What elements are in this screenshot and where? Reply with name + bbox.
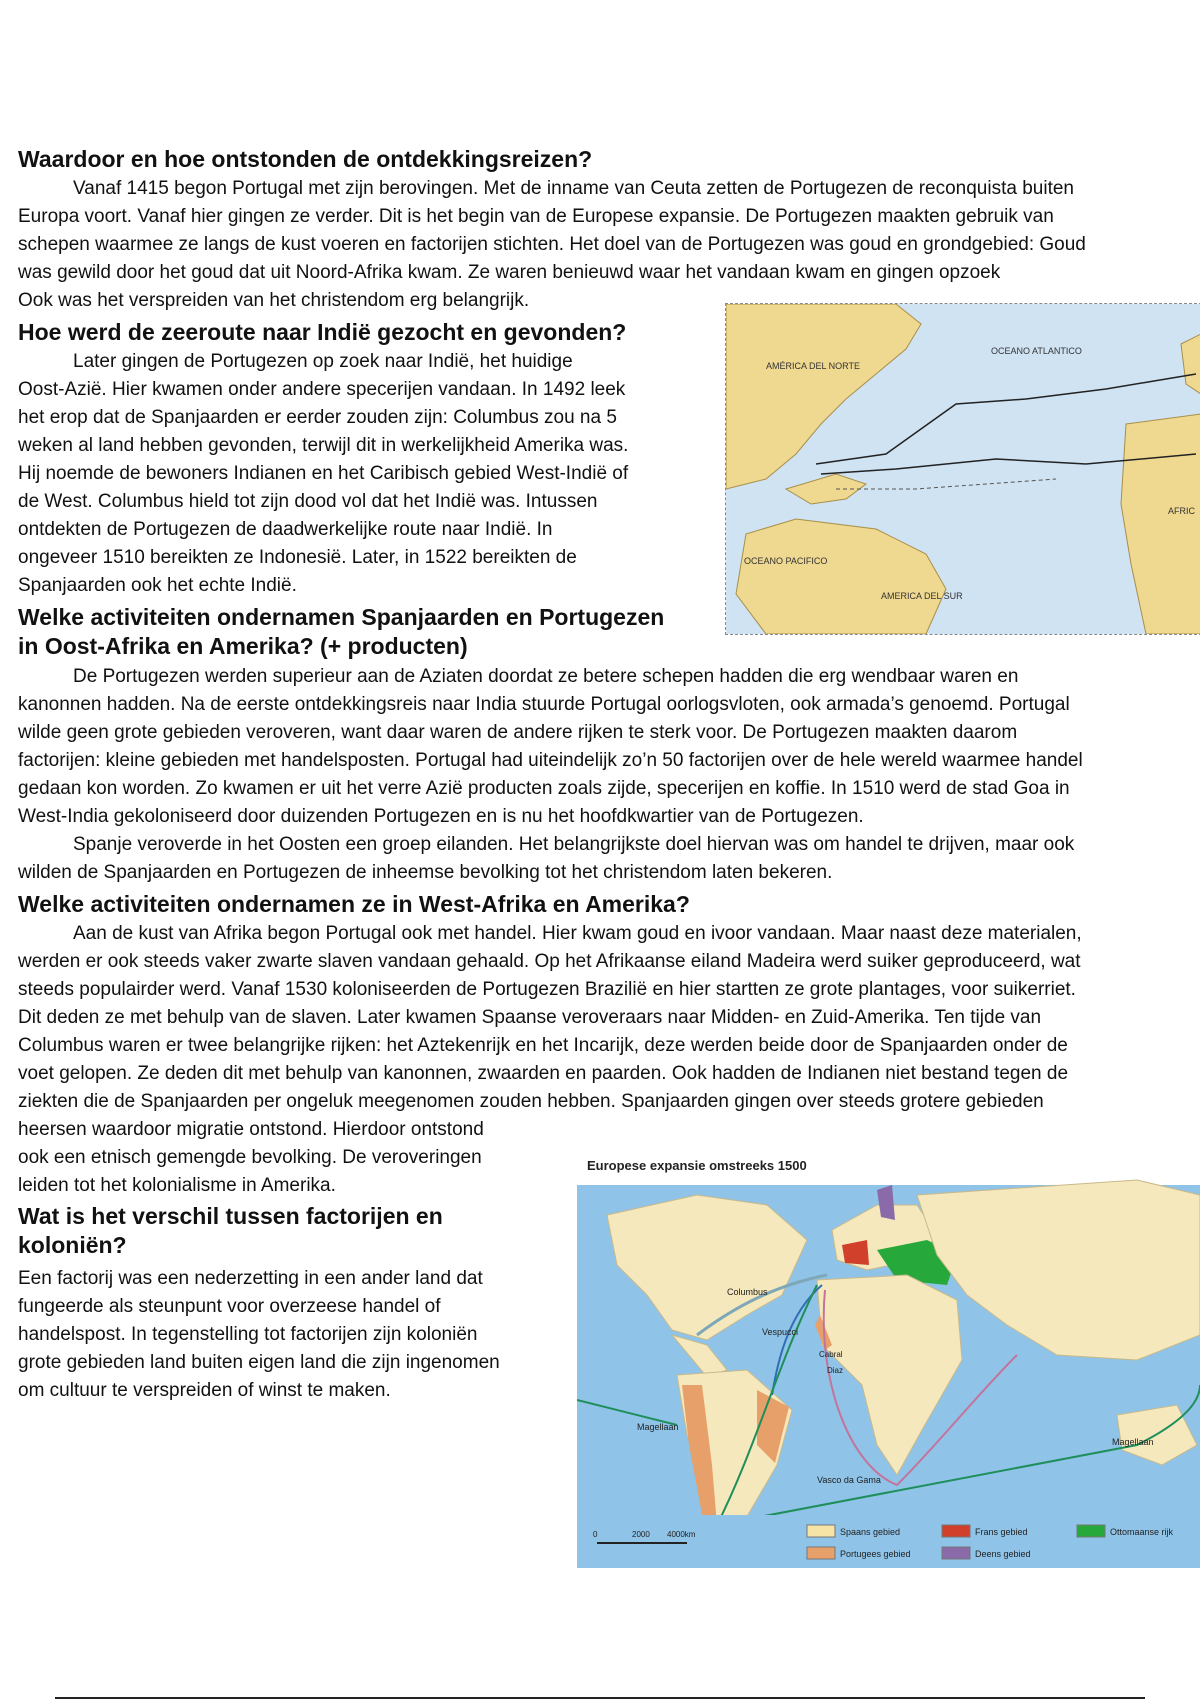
- text-line: Een factorij was een nederzetting in een ander land dat: [18, 1268, 483, 1289]
- label-cabral: Cabral: [819, 1350, 843, 1359]
- label-africa: AFRIC: [1168, 506, 1195, 516]
- text-line: Aan de kust van Afrika begon Portugal ook met handel. Hier kwam goud en ivoor vandaan. Maar naast deze materialen,: [73, 923, 1082, 944]
- text-line: ook een etnisch gemengde bevolking. De veroveringen: [18, 1147, 482, 1168]
- columbus-voyages-map: [725, 303, 1200, 635]
- heading-line: Wat is het verschil tussen factorijen en: [18, 1203, 443, 1229]
- paragraph-east-activities: [18, 663, 1083, 887]
- text-line: fungeerde als steunpunt voor overzeese handel of: [18, 1296, 441, 1317]
- heading-west-activities: Welke activiteiten ondernamen ze in West-Afrika en Amerika?: [18, 891, 690, 917]
- label-magellaan-east: Magellaan: [1112, 1437, 1154, 1447]
- text-line: factorijen: kleine gebieden met handelsposten. Portugal had uiteindelijk zo’n 50 factorijen over de hele wereld waarmee handel: [18, 750, 1083, 771]
- text-line: Europa voort. Vanaf hier gingen ze verder. Dit is het begin van de Europese expansie. De Portugezen maakten gebruik van: [18, 206, 1054, 227]
- legend-label-portuguese: Portugees gebied: [840, 1549, 911, 1559]
- heading-sea-route: Hoe werd de zeeroute naar Indië gezocht en gevonden?: [18, 319, 627, 345]
- scale-end: 4000km: [667, 1530, 696, 1539]
- text-line: steeds populairder werd. Vanaf 1530 koloniseerden de Portugezen Brazilië en hier startten ze grote plantages, voor suikerriet.: [18, 979, 1076, 1000]
- label-magellaan-west: Magellaan: [637, 1422, 679, 1432]
- heading-origins: Waardoor en hoe ontstonden de ontdekkingsreizen?: [18, 146, 593, 172]
- label-da-gama: Vasco da Gama: [817, 1475, 881, 1485]
- legend-label-french: Frans gebied: [975, 1527, 1028, 1537]
- text-line: Spanjaarden ook het echte Indië.: [18, 575, 297, 596]
- map-title: Europese expansie omstreeks 1500: [587, 1158, 807, 1173]
- text-line: De Portugezen werden superieur aan de Aziaten doordat ze betere schepen hadden die erg wendbaar waren en: [73, 666, 1019, 687]
- label-south-america: AMERICA DEL SUR: [881, 591, 963, 601]
- label-diaz: Diaz: [827, 1366, 844, 1375]
- heading-east-activities: [18, 603, 664, 661]
- text-line: Ook was het verspreiden van het christendom erg belangrijk.: [18, 290, 530, 311]
- legend-label-danish: Deens gebied: [975, 1549, 1031, 1559]
- paragraph-sea-route: [18, 348, 628, 600]
- text-line: West-India gekoloniseerd door duizenden Portugezen en is nu het hoofdkwartier van de Portugezen.: [18, 806, 864, 827]
- text-line: ziekten die de Spanjaarden per ongeluk meegenomen zouden hebben. Spanjaarden gingen over steeds grotere gebieden: [18, 1091, 1044, 1112]
- text-line: Vanaf 1415 begon Portugal met zijn berovingen. Met de inname van Ceuta zetten de Portugezen de reconquista buiten: [73, 178, 1074, 199]
- text-line: leiden tot het kolonialisme in Amerika.: [18, 1175, 336, 1196]
- text-line: weken al land hebben gevonden, terwijl dit in werkelijkheid Amerika was.: [18, 435, 629, 456]
- text-line: voet gelopen. Ze deden dit met behulp van kanonnen, zwaarden en paarden. Ook hadden de Indianen niet bestand tegen de: [18, 1063, 1069, 1084]
- heading-line: in Oost-Afrika en Amerika? (+ producten): [18, 633, 468, 659]
- label-atlantic: OCEANO ATLANTICO: [991, 346, 1082, 356]
- expansion-map-svg: [577, 1145, 1200, 1568]
- text-line: ontdekten de Portugezen de daadwerkelijke route naar Indië. In: [18, 519, 553, 540]
- scale-zero: 0: [593, 1530, 598, 1539]
- text-line: grote gebieden land buiten eigen land die zijn ingenomen: [18, 1352, 500, 1373]
- text-line: Columbus waren er twee belangrijke rijken: het Aztekenrijk en het Incarijk, deze werden beide door de Spanjaarden onder de: [18, 1035, 1068, 1056]
- text-line: Later gingen de Portugezen op zoek naar Indië, het huidige: [73, 351, 573, 372]
- legend-area: [577, 1515, 1200, 1568]
- text-line: Hij noemde de bewoners Indianen en het Caribisch gebied West-Indië of: [18, 463, 629, 484]
- text-line: ongeveer 1510 bereikten ze Indonesië. Later, in 1522 bereikten de: [18, 547, 577, 568]
- label-columbus: Columbus: [727, 1287, 768, 1297]
- columbus-map-svg: [726, 304, 1200, 634]
- text-line: werden er ook steeds vaker zwarte slaven vandaan gehaald. Op het Afrikaanse eiland Madeira werd suiker geproduceerd, wat: [18, 951, 1081, 972]
- label-north-america: AMÉRICA DEL NORTE: [766, 361, 861, 371]
- text-line: wilden de Spanjaarden en Portugezen de inheemse bevolking tot het christendom laten bekeren.: [18, 862, 833, 883]
- legend-swatch-danish: [942, 1547, 970, 1559]
- text-line: Spanje veroverde in het Oosten een groep eilanden. Het belangrijkste doel hiervan was om handel te drijven, maar ook: [73, 834, 1075, 855]
- heading-factory-vs-colony: [18, 1202, 443, 1260]
- text-line: de West. Columbus hield tot zijn dood vol dat het Indië was. Intussen: [18, 491, 598, 512]
- scale-mid: 2000: [632, 1530, 650, 1539]
- paragraph-origins: [18, 175, 1086, 315]
- legend-label-spanish: Spaans gebied: [840, 1527, 901, 1537]
- legend-swatch-spanish: [807, 1525, 835, 1537]
- legend-swatch-french: [942, 1525, 970, 1537]
- legend-swatch-portuguese: [807, 1547, 835, 1559]
- heading-line: koloniën?: [18, 1232, 127, 1258]
- text-line: handelspost. In tegenstelling tot factorijen zijn koloniën: [18, 1324, 478, 1345]
- label-vespucci: Vespucci: [762, 1327, 799, 1337]
- european-expansion-map: [577, 1145, 1200, 1568]
- text-line: schepen waarmee ze langs de kust voeren en factorijen stichten. Het doel van de Portugezen was goud en grondgebied: Goud: [18, 234, 1086, 255]
- legend-label-ottoman: Ottomaanse rijk: [1110, 1527, 1174, 1537]
- text-line: wilde geen grote gebieden veroveren, want daar waren de andere rijken te sterk voor. De Portugezen maakten daarom: [18, 722, 1018, 743]
- paragraph-factory-vs-colony: [18, 1265, 500, 1405]
- text-line: het erop dat de Spanjaarden er eerder zouden zijn: Columbus zou na 5: [18, 407, 617, 428]
- legend-swatch-ottoman: [1077, 1525, 1105, 1537]
- text-line: Oost-Azië. Hier kwamen onder andere specerijen vandaan. In 1492 leek: [18, 379, 626, 400]
- text-line: kanonnen hadden. Na de eerste ontdekkingsreis naar India stuurde Portugal oorlogsvloten, ook armada’s genoemd. Portugal: [18, 694, 1070, 715]
- text-line: gedaan kon worden. Zo kwamen er uit het verre Azië producten zoals zijde, specerijen en koffie. In 1510 werd de stad Goa in: [18, 778, 1070, 799]
- label-pacific: OCEANO PACIFICO: [744, 556, 828, 566]
- text-line: was gewild door het goud dat uit Noord-Afrika kwam. Ze waren benieuwd waar het vandaan kwam en gingen opzoek: [18, 262, 1001, 283]
- heading-line: Welke activiteiten ondernamen Spanjaarden en Portugezen: [18, 604, 665, 630]
- text-line: om cultuur te verspreiden of winst te maken.: [18, 1380, 391, 1401]
- text-line: heersen waardoor migratie ontstond. Hierdoor ontstond: [18, 1119, 484, 1140]
- text-line: Dit deden ze met behulp van de slaven. Later kwamen Spaanse veroveraars naar Midden- en Zuid-Amerika. Ten tijde van: [18, 1007, 1042, 1028]
- footer-rule: [55, 1697, 1145, 1699]
